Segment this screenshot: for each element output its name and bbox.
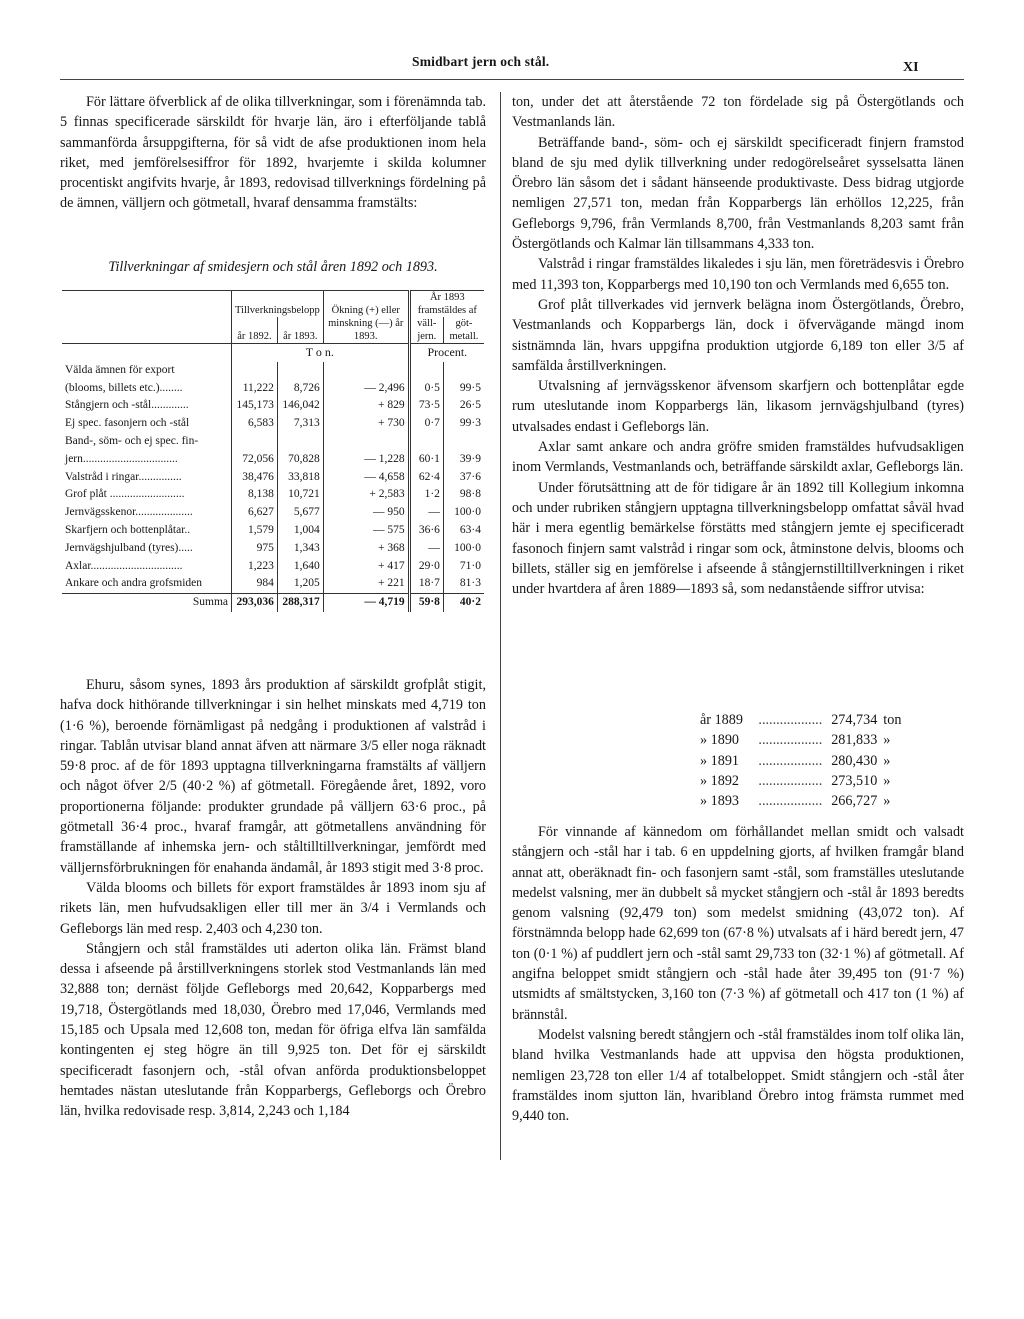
table-row: Jernvägsskenor.................... 6,627 5,677 — 950 — 100·0	[62, 504, 484, 522]
head-okning: Ökning (+) eller minskning (—) år 1893.	[323, 291, 409, 344]
left-body	[60, 675, 486, 1122]
head-framstaldes: År 1893 framstäldes af	[409, 291, 484, 318]
body-paragraph: Beträffande band-, söm- och ej särskildt specificeradt finjern framstod bland de sju med dylik tillverkning under redogörelseåret sysselsatta länen Örebro län såsom det i sådant hänseende produktivaste. Dess bidrag utgjorde nemligen 27,571 ton, medan från Kopparbergs län erhöllos 12,225, från Gefleborgs 9,796, från Vermlands 8,700, från Vestmanlands 8,203 samt från Östergötlands och Kalmar län tillsammans 4,333 ton.	[512, 134, 964, 253]
table-row: Valstråd i ringar............... 38,476 33,818 — 4,658 62·4 37·6	[62, 469, 484, 487]
body-paragraph: Valstråd i ringar framstäldes likaledes i sju län, men företrädesvis i Örebro med 11,393 ton, Kopparbergs med 10,190 ton och Vermlands med 6,655 ton.	[512, 256, 964, 293]
body-paragraph: ton, under det att återstående 72 ton fördelade sig på Östergötlands och Vestmanlands län.	[512, 94, 964, 131]
right-bottom	[512, 822, 964, 1126]
body-paragraph: För vinnande af kännedom om förhållandet mellan smidt och valsadt stångjern och -stål har i tab. 6 en uppdelning gjorts, af hvilken framgår bland annat att, oberäknadt fin- och fasonjern samt -stål, som framställes uteslutande medelst valsning, mer än dubbelt så mycket stångjern och -stål år 1893 beredts genom valsning (92,479 ton) som medelst smidning (43,072 ton). Af förstnämnda belopp hade 62,699 ton (67·8 %) utvalsats af i härd beredt jern, 47 ton (0·1 %) af puddlert jern och -stål samt 29,733 ton (32·1 %) af götmetall. Af angifna beloppet smidt stångjern och -stål hade åter 39,495 ton (91·7 %) utsmidts af smältstycken, 3,160 ton (7·3 %) af götmetall och 417 ton (1 %) af brännstål.	[512, 824, 964, 1023]
table-row: Axlar................................ 1,223 1,640 + 417 29·0 71·0	[62, 558, 484, 576]
right-top	[512, 92, 964, 599]
table-row: Grof plåt .......................... 8,138 10,721 + 2,583 1·2 98·8	[62, 486, 484, 504]
table-row: Skarfjern och bottenplåtar.. 1,579 1,004 — 575 36·6 63·4	[62, 522, 484, 540]
head-valljern: väll-jern.	[409, 317, 443, 344]
list-item: » 1890 .................. 281,833 »	[700, 732, 891, 749]
head-gotmetall: göt-metall.	[443, 317, 484, 344]
body-paragraph: Modelst valsning beredt stångjern och -stål framstäldes inom tolf olika län, bland hvilka Vestmanlands hade att uppvisa den högsta produktionen, nemligen 23,728 ton eller 1/4 af totalbeloppet. Smidt stångjern och -stål åter framstäldes inom sjutton län, hvaribland Örebro intog främsta rummet med 9,440 ton.	[512, 1026, 964, 1125]
body-paragraph: Under förutsättning att de för tidigare år än 1892 till Kollegium inkomna och under rubriken stångjern upptagna tillverkningsbelopp omfattat såväl hvad här i mera egentlig bemärkelse förstätts med stångjern jemte ej specificeradt fasonoch finjern samt valstråd i ringar som ock, åtminstone delvis, blooms och billets, ställer sig en jemförelse i afseende å stångjernstilltillverkningen i riket under hvartdera af åren 1889—1893 så, som nedanstående siffror utvisa:	[512, 479, 964, 598]
unit-procent: Procent.	[409, 344, 484, 362]
table-row: Jernvägshjulband (tyres)..... 975 1,343 + 368 — 100·0	[62, 540, 484, 558]
body-paragraph: Axlar samt ankare och andra gröfre smiden framstäldes hufvudsakligen inom Vermlands, Vestmanlands och, beträffande särskildt axlar, Gefleborgs län.	[512, 439, 964, 476]
body-paragraph: Utvalsning af jernvägsskenor äfvensom skarfjern och bottenplåtar egde rum uteslutande inom Kopparbergs län, likasom jernvägshjulband (tyres) utvalsades endast i Gefleborgs län.	[512, 378, 964, 435]
body-paragraph: Grof plåt tillverkades vid jernverk belägna inom Östergötlands, Örebro, Vestmanlands och Kopparbergs län, dock i öfvervägande mängd inom sistnämnda län, hvars uppgifna produktion utgjorde 6,189 ton eller 3/5 af samfälda årstillverkningen.	[512, 296, 964, 374]
head-1893: år 1893.	[277, 317, 323, 344]
table-row: jern................................. 72,056 70,828 — 1,228 60·1 39·9	[62, 451, 484, 469]
production-list	[700, 710, 910, 811]
list-item: » 1893 .................. 266,727 »	[700, 793, 891, 810]
table-sum-row: Summa 293,036 288,317 — 4,719 59·8 40·2	[62, 594, 484, 612]
table-row: Stångjern och -stål............. 145,173 146,042 + 829 73·5 26·5	[62, 397, 484, 415]
table-row: Välda ämnen för export	[62, 362, 484, 380]
table-row: (blooms, billets etc.)........ 11,222 8,726 — 2,496 0·5 99·5	[62, 380, 484, 398]
left-intro	[60, 92, 486, 214]
table-row: Ankare och andra grofsmiden 984 1,205 + 221 18·7 81·3	[62, 575, 484, 593]
production-table	[62, 290, 484, 612]
page-number: XI	[903, 60, 919, 75]
intro-paragraph: För lättare öfverblick af de olika tillverkningar, som i förenämnda tab. 5 finnas specificerade särskildt för hvarje län, äro i efterföljande tablå sammanförda årsuppgifterna, för så vidt de afse produktionen inom hela riket, med jemförelsesiffror för 1892, hvarjemte i skilda kolumner procentiskt angifvits hvarje, år 1893, redovisad tillverknings fördelning på de ämnen, välljern och götmetall, hvaraf densamma framstälts:	[60, 94, 486, 212]
list-item: » 1892 .................. 273,510 »	[700, 772, 891, 789]
list-item: år 1889 .................. 274,734 ton	[700, 712, 902, 728]
unit-ton: T o n.	[232, 344, 410, 362]
body-paragraph: Välda blooms och billets för export framstäldes år 1893 inom sju af rikets län, men hufvudsakligen eller till mer än 3/4 i Vermlands och Gefleborgs län med resp. 2,403 och 4,230 ton.	[60, 879, 486, 937]
table-row: Ej spec. fasonjern och -stål 6,583 7,313 + 730 0·7 99·3	[62, 415, 484, 433]
page-header-title: Smidbart jern och stål.	[412, 54, 550, 69]
body-paragraph: Ehuru, såsom synes, 1893 års produktion af särskildt grofplåt stigit, hafva dock hithörande tillverkningar i sin helhet minskats med 4,719 ton (1·6 %), beroende förnämligast på nedgång i produktionen af valstråd i ringar. Tablån utvisar bland annat äfven att närmare 3/5 eller noga räknadt 59·8 proc. af de för 1893 upptagna tillverkningarna framstälts af välljern och något öfver 2/5 (40·2 %) af götmetall. Föregående året, 1892, voro proportionerna följande: produkter grundade på välljern 63·6 proc., på götmetall 36·4 proc., hvaraf framgår, att götmetallens användning för framställande af inhemska jern- och ståltilltillverkningar, jemfördt med välljernsförbrukningen för enahanda ändamål, år 1893 stigit med 3·8 proc.	[60, 677, 486, 876]
list-item: » 1891 .................. 280,430 »	[700, 752, 891, 769]
column-divider	[500, 92, 501, 1160]
head-tillverkning: Tillverkningsbelopp	[232, 291, 324, 318]
table-caption: Tillverkningar af smidesjern och stål åren 1892 och 1893.	[108, 259, 438, 275]
table-row: Band-, söm- och ej spec. fin-	[62, 433, 484, 451]
body-paragraph: Stångjern och stål framstäldes uti aderton olika län. Främst bland dessa i afseende på årstillverkningens storlek stod Vestmanlands län med 32,888 ton; dernäst följde Gefleborgs med 20,642, Kopparbergs med 19,718, Östergötlands med 18,030, Örebro med 17,046, Vermlands med 15,185 och Upsala med 12,608 ton, medan för öfriga elfva län samfälda kontingenten ej steg högre än till 9,925 ton. Det för ej särskildt specificeradt fasonjern och, -stål ofvan anförda produktionsbeloppet hemtades nästan uteslutande från Kopparbergs, Gefleborgs och Örebro län, hvilka redovisade resp. 3,814, 2,243 och 1,184	[60, 940, 486, 1120]
head-1892: år 1892.	[232, 317, 278, 344]
header-rule	[60, 79, 964, 80]
